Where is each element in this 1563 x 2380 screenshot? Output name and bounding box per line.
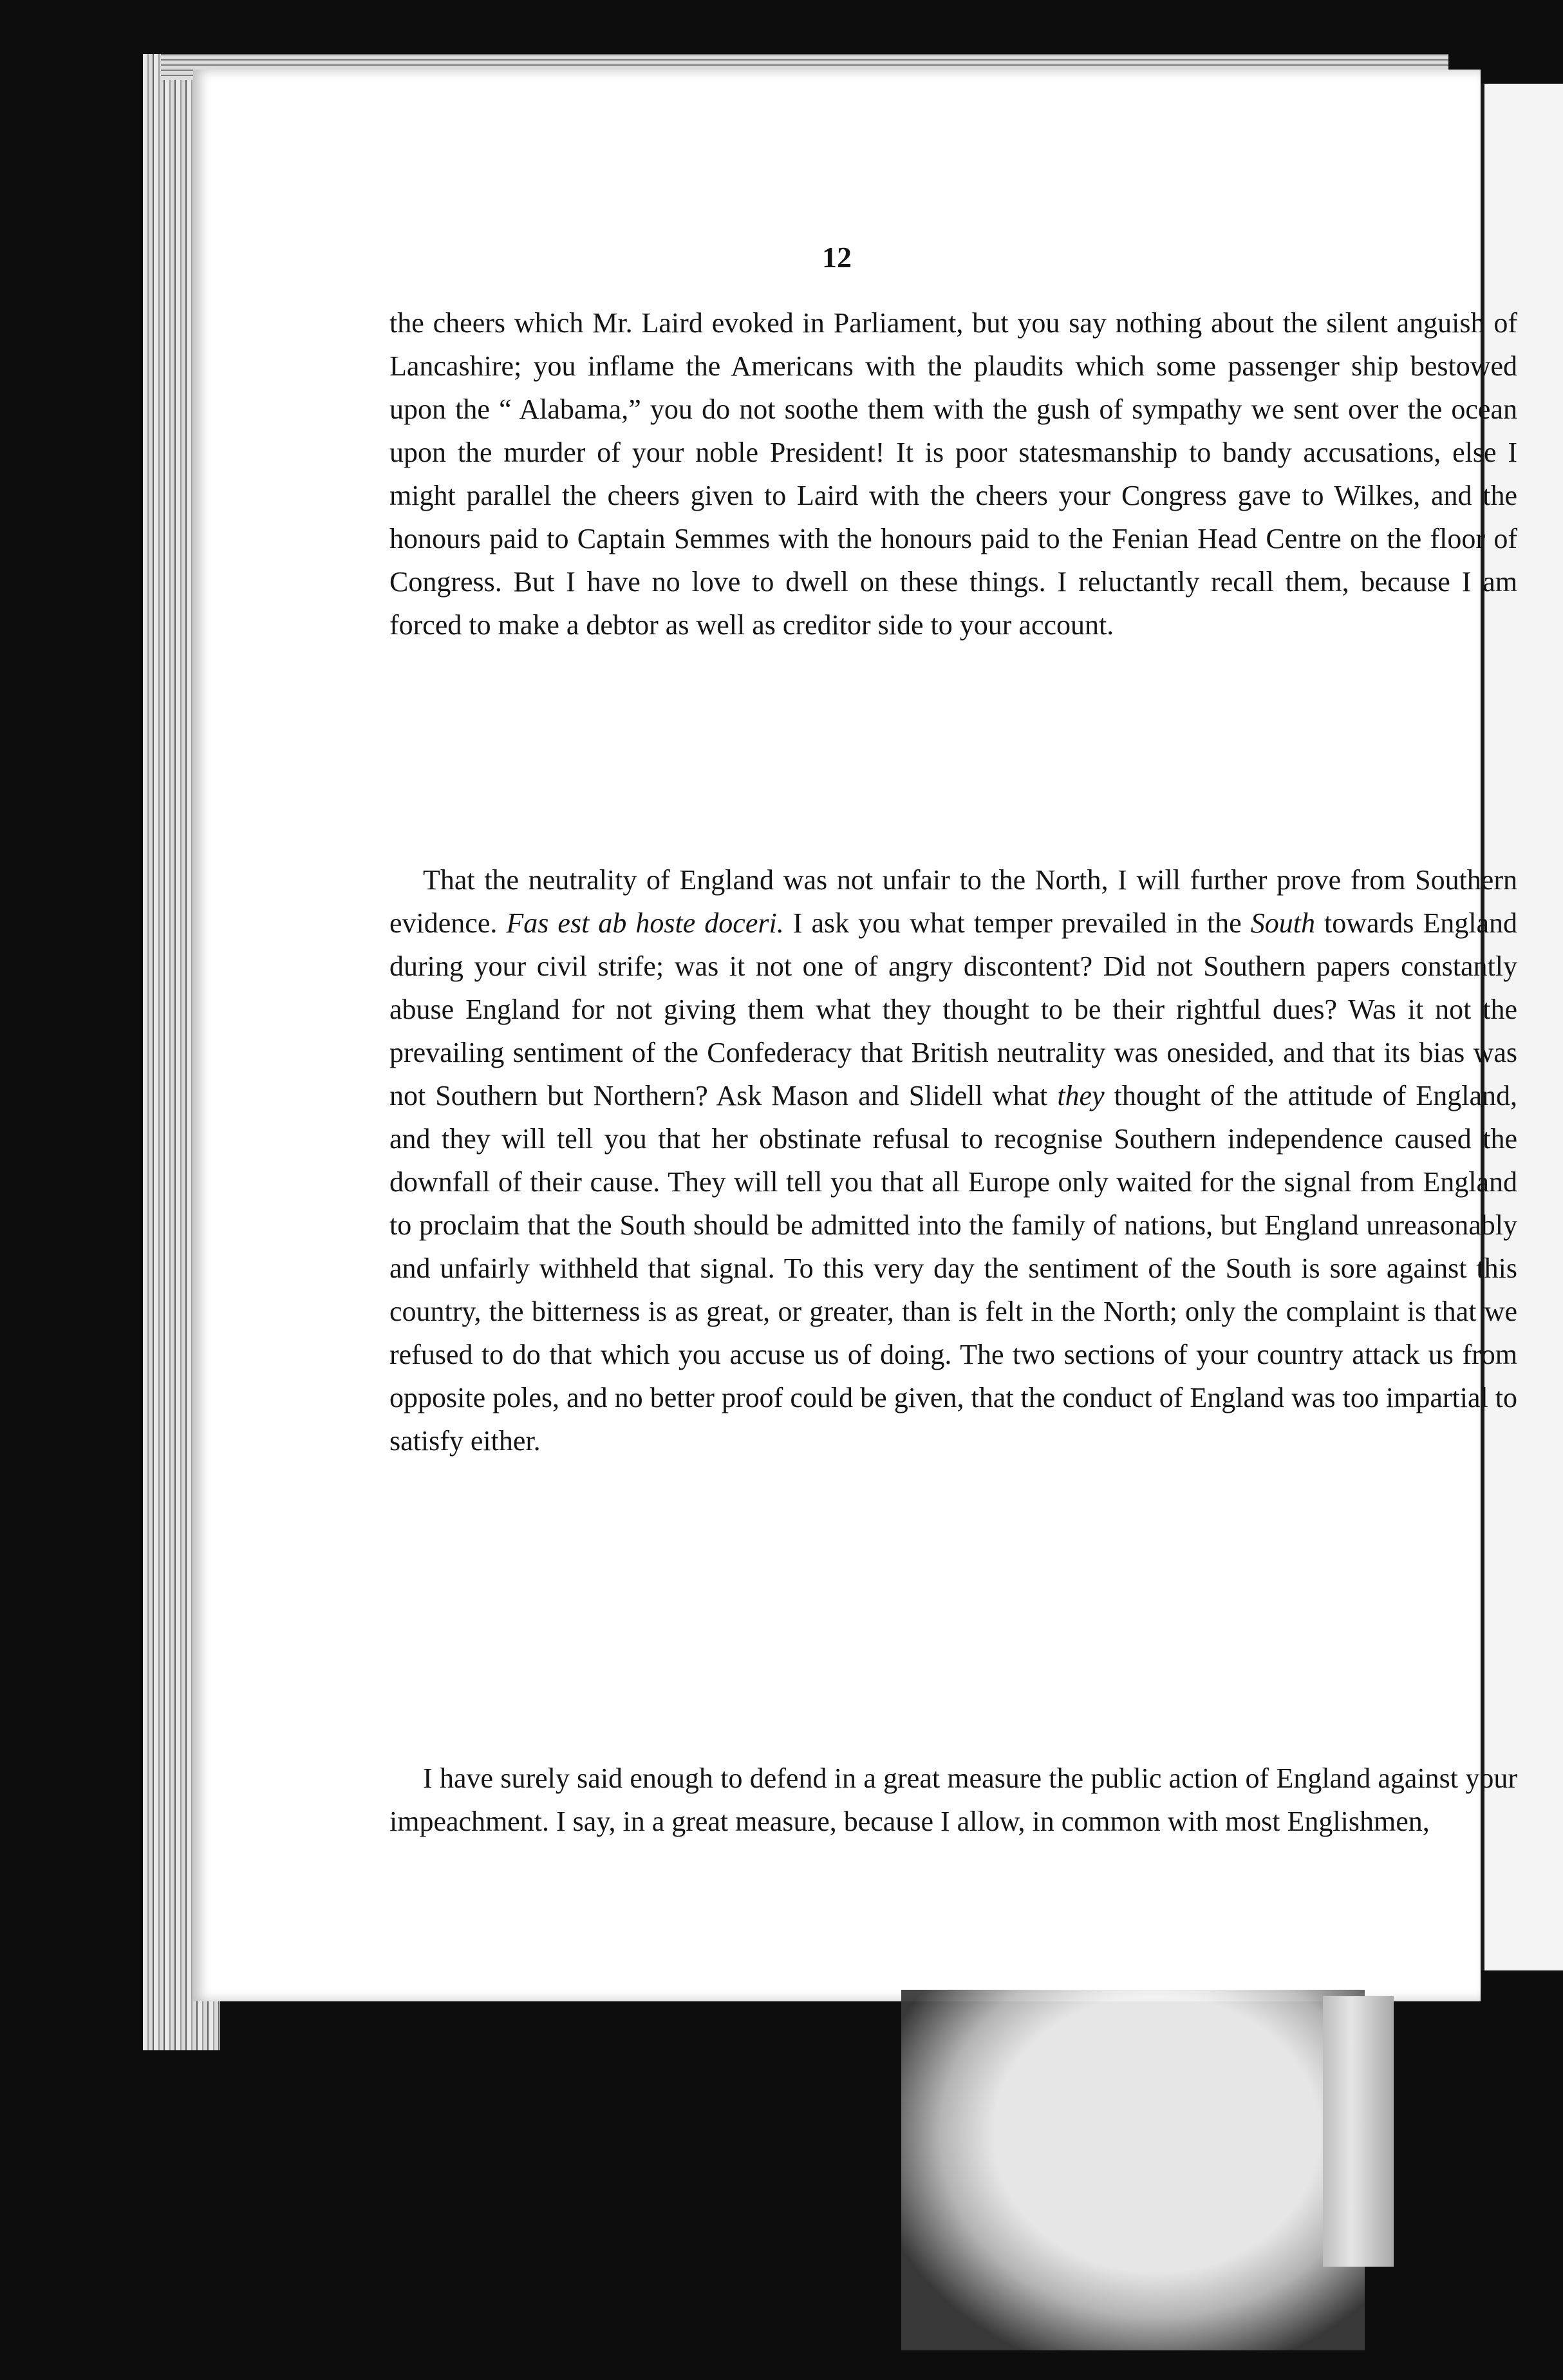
text-segment: the cheers which Mr. Laird evoked in Parliament, but you say nothing about the silent anguish of Lancashire; you inflame the Americans with the plaudits which some passenger ship bestowed upon the “ Alabama,” you do not soothe them with the gush of sympathy we sent over the ocean upon the murder of your noble President! It is poor statesmanship to bandy accusations, else I might parallel the cheers given to Laird with the cheers your Congress gave to Wilkes, and the honours paid to Captain Semmes with the honours paid to the Fenian Head Centre on the floor of Congress. But I have no love to dwell on these things. I reluctantly recall them, because I am forced to make a debtor as well as creditor side to your account. <box>389 307 1517 641</box>
paragraph <box>389 1757 1517 1843</box>
text-segment: I have surely said enough to defend in a great measure the public action of England against your impeachment. I say, in a great measure, because I allow, in common with most Englishmen, <box>389 1762 1517 1837</box>
paragraph-text <box>389 858 1517 1462</box>
latin-quotation: Fas est ab hoste doceri. <box>506 907 784 939</box>
text-segment: thought of the attitude of England, and they will tell you that her obstinate refusal to recognise Southern independence caused the downfall of their cause. They will tell you that all Europe only waited for the signal from England to proclaim that the South should be admitted into the family of nations, but England unreasonably and unfairly withheld that signal. To this very day the sentiment of the South is sore against this country, the bitterness is as great, or greater, than is felt in the North; only the complaint is that we refused to do that which you accuse us of doing. The two sections of your country attack us from opposite poles, and no better proof could be given, that the conduct of England was too impartial to satisfy either. <box>389 1080 1517 1457</box>
paragraph-text <box>389 1757 1517 1843</box>
emphasis-they: they <box>1057 1080 1105 1111</box>
text-segment: That the neutrality of England was not unfair to the North, I will further prove from Southern evidence. <box>389 864 1517 939</box>
emphasis-south: South <box>1250 907 1315 939</box>
page-content <box>193 70 1517 2001</box>
text-segment: I ask you what temper prevailed in the <box>783 907 1251 939</box>
paragraph-text <box>389 301 1517 647</box>
paragraph <box>389 301 1517 647</box>
text-segment: towards England during your civil strife; was it not one of angry discontent? Did not Southern papers constantly abuse England for not giving them what they thought to be their rightful dues? Was it not the prevailing sentiment of the Confederacy that British neutrality was onesided, and that its bias was not Southern but Northern? Ask Mason and Slidell what <box>389 907 1517 1111</box>
paragraph <box>389 858 1517 1462</box>
page-tab <box>1323 1996 1394 2267</box>
page-number: 12 <box>822 241 852 274</box>
torn-paper-corner <box>901 1990 1365 2350</box>
